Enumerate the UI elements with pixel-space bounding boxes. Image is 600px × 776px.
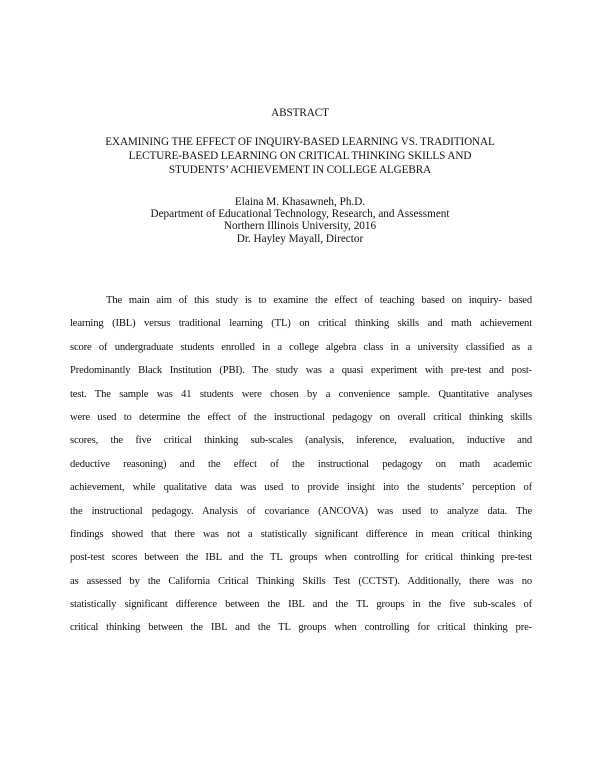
- title-line: EXAMINING THE EFFECT OF INQUIRY-BASED LEARNING VS. TRADITIONAL: [105, 136, 495, 148]
- title-line: STUDENTS’ ACHIEVEMENT IN COLLEGE ALGEBRA: [168, 164, 432, 176]
- director-name: Dr. Hayley Mayall, Director: [236, 232, 364, 245]
- author-name: Elaina M. Khasawneh, Ph.D.: [234, 196, 366, 208]
- body-line: findings showed that there was not a statistically significant difference in mean critical thinking: [70, 528, 532, 540]
- body-line: deductive reasoning) and the effect of the instructional pedagogy on math academic: [70, 458, 532, 470]
- body-line: scores, the five critical thinking sub-scales (analysis, inference, evaluation, inductive and: [70, 435, 532, 447]
- body-line: The main aim of this study is to examine the effect of teaching based on inquiry- based: [106, 295, 532, 306]
- body-line: the instructional pedagogy. Analysis of covariance (ANCOVA) was used to analyze data. The: [70, 505, 532, 517]
- body-line: were used to determine the effect of the instructional pedagogy on overall critical thinking skills: [70, 411, 532, 423]
- author-block: [0, 196, 600, 245]
- body-line: learning (IBL) versus traditional learning (TL) on critical thinking skills and math achievement: [70, 318, 532, 330]
- body-line: test. The sample was 41 students were chosen by a convenience sample. Quantitative analyses: [70, 388, 532, 400]
- body-line: statistically significant difference between the IBL and the TL groups in the five sub-scales of: [70, 599, 532, 611]
- body-line: score of undergraduate students enrolled in a college algebra class in a university classified as a: [70, 341, 532, 353]
- body-line: critical thinking between the IBL and the TL groups when controlling for critical thinking pre-: [70, 622, 532, 634]
- body-line: post-test scores between the IBL and the TL groups when controlling for critical thinking pre-test: [70, 552, 532, 564]
- body-line: Predominantly Black Institution (PBI). The study was a quasi experiment with pre-test and post-: [70, 365, 532, 377]
- department-name: Department of Educational Technology, Research, and Assessment: [150, 208, 450, 221]
- abstract-heading: ABSTRACT: [271, 107, 329, 119]
- body-line: as assessed by the California Critical Thinking Skills Test (CCTST). Additionally, there was no: [70, 575, 532, 587]
- title-line: LECTURE-BASED LEARNING ON CRITICAL THINKING SKILLS AND: [128, 150, 472, 162]
- university-year: Northern Illinois University, 2016: [223, 220, 377, 233]
- abstract-body: [70, 289, 532, 640]
- body-line: achievement, while qualitative data was used to provide insight into the students’ perception of: [70, 482, 532, 494]
- document-title: [0, 135, 600, 177]
